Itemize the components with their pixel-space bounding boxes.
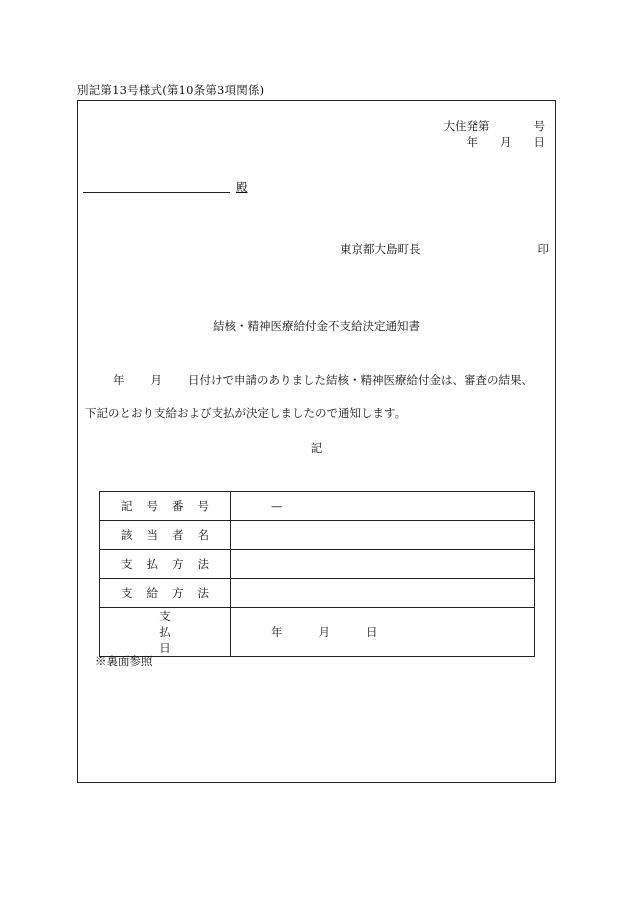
notice-frame	[77, 100, 556, 783]
issue-date-month: 月	[500, 135, 512, 149]
issue-number	[444, 118, 546, 134]
addressee-blank-line	[83, 191, 230, 193]
seal-mark: 印	[537, 242, 549, 256]
table-row	[100, 492, 535, 521]
row-value	[231, 550, 535, 579]
issue-number-suffix: 号	[533, 119, 545, 133]
table-row	[100, 579, 535, 608]
pay-date-value	[231, 608, 535, 657]
reverse-side-note: ※裏面参照	[95, 654, 153, 668]
form-identifier: 別記第13号様式(第10条第3項関係)	[77, 83, 265, 97]
row-label: 支払方法	[100, 550, 231, 579]
row-label: 支払日	[100, 608, 231, 657]
issue-date-year: 年	[466, 135, 478, 149]
row-value	[231, 521, 535, 550]
addressee-suffix: 殿	[236, 180, 248, 194]
body-month: 月	[150, 373, 162, 387]
issue-date-day: 日	[533, 135, 545, 149]
issue-number-prefix: 大住発第	[443, 119, 490, 133]
row-value: —	[231, 492, 535, 521]
body-text-line1: 日付けで申請のありました結核・精神医療給付金は、審査の結果、	[188, 373, 533, 387]
body-text	[85, 364, 555, 430]
issuer-name: 東京都大島町長	[340, 242, 421, 256]
record-table	[99, 491, 535, 657]
document-title: 結核・精神医療給付金不支給決定通知書	[213, 319, 420, 333]
table-row	[100, 608, 535, 657]
row-label: 該当者名	[100, 521, 231, 550]
pay-date-year: 年	[271, 625, 283, 639]
pay-date-month: 月	[318, 625, 330, 639]
table-row	[100, 521, 535, 550]
row-value	[231, 579, 535, 608]
issue-date	[467, 134, 546, 150]
row-label: 記号番号	[100, 492, 231, 521]
row-label: 支給方法	[100, 579, 231, 608]
ki-heading: 記	[310, 441, 323, 455]
body-text-line2: 下記のとおり支給および支払が決定しましたので通知します。	[85, 406, 407, 420]
pay-date-day: 日	[366, 625, 378, 639]
table-row	[100, 550, 535, 579]
body-year: 年	[113, 373, 125, 387]
